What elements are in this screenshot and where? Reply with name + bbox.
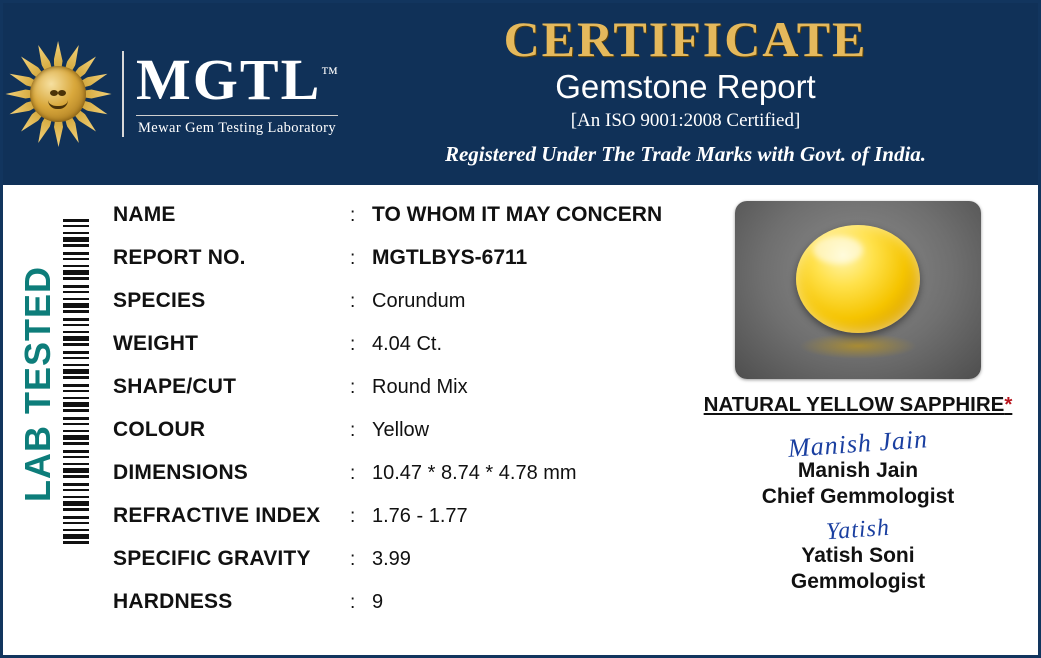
detail-colon: : xyxy=(350,463,356,484)
detail-label: NAME xyxy=(113,203,176,226)
certificate-body xyxy=(3,185,1038,655)
certificate-header xyxy=(3,3,1038,185)
certificate-title: CERTIFICATE xyxy=(503,11,868,67)
logo-block xyxy=(3,3,338,185)
detail-colon: : xyxy=(350,377,356,398)
detail-colon: : xyxy=(350,420,356,441)
barcode-icon xyxy=(63,219,89,545)
signature-block-1 xyxy=(698,424,1018,508)
detail-colon: : xyxy=(350,334,356,355)
detail-label: HARDNESS xyxy=(113,590,233,613)
brand-block xyxy=(122,47,338,137)
detail-label: SHAPE/CUT xyxy=(113,375,237,398)
detail-row xyxy=(113,332,673,375)
gem-caption-text: NATURAL YELLOW SAPPHIRE xyxy=(703,393,1005,416)
detail-colon: : xyxy=(350,248,356,269)
gem-icon xyxy=(796,225,920,333)
signature-icon: Manish Jain xyxy=(786,424,929,463)
signatory-name: Yatish Soni xyxy=(801,544,915,568)
sun-face-logo-icon xyxy=(6,42,110,146)
gemstone-photo xyxy=(735,201,981,379)
trademark-registration-note: Registered Under The Trade Marks with Govt. of India. xyxy=(444,141,927,166)
detail-colon: : xyxy=(350,506,356,527)
detail-label: COLOUR xyxy=(113,418,206,441)
detail-row xyxy=(113,289,673,332)
side-strip xyxy=(17,219,89,619)
detail-value: 9 xyxy=(372,591,384,613)
detail-row xyxy=(113,590,673,633)
detail-row xyxy=(113,547,673,590)
signatory-designation: Chief Gemmologist xyxy=(761,484,955,508)
detail-value: 1.76 - 1.77 xyxy=(372,505,468,527)
detail-row xyxy=(113,375,673,418)
detail-label: SPECIES xyxy=(113,289,206,312)
detail-colon: : xyxy=(350,592,356,613)
gem-reflection xyxy=(799,333,917,359)
detail-row xyxy=(113,461,673,504)
gem-photo-panel xyxy=(698,201,1018,593)
detail-label: WEIGHT xyxy=(113,332,199,355)
detail-colon: : xyxy=(350,291,356,312)
detail-label: SPECIFIC GRAVITY xyxy=(113,547,311,570)
iso-certification-note: [An ISO 9001:2008 Certified] xyxy=(570,109,801,131)
detail-row xyxy=(113,504,673,547)
brand-name-text: MGTL xyxy=(136,47,322,112)
detail-label: REPORT NO. xyxy=(113,246,246,269)
lab-tested-label: LAB TESTED xyxy=(17,266,58,503)
detail-value: 10.47 * 8.74 * 4.78 mm xyxy=(372,462,577,484)
gem-caption-asterisk: * xyxy=(1004,393,1013,416)
detail-label: DIMENSIONS xyxy=(113,461,249,484)
sun-face-icon xyxy=(30,66,86,122)
signatory-designation: Gemmologist xyxy=(790,569,926,593)
detail-value: 3.99 xyxy=(372,548,411,570)
detail-colon: : xyxy=(350,205,356,226)
detail-colon: : xyxy=(350,549,356,570)
detail-value: TO WHOM IT MAY CONCERN xyxy=(372,203,663,226)
signature-block-2 xyxy=(698,514,1018,593)
gem-caption xyxy=(698,393,1018,417)
header-text-block xyxy=(333,3,1038,185)
detail-label: REFRACTIVE INDEX xyxy=(113,504,321,527)
gem-details-list xyxy=(113,203,673,633)
certificate-subtitle: Gemstone Report xyxy=(555,67,816,105)
detail-row xyxy=(113,418,673,461)
detail-value: Round Mix xyxy=(372,376,468,398)
signature-icon: Yatish xyxy=(825,514,891,546)
signatory-name: Manish Jain xyxy=(797,459,919,482)
trademark-symbol: ™ xyxy=(321,63,338,83)
detail-row xyxy=(113,203,673,246)
brand-name xyxy=(136,47,338,112)
detail-row xyxy=(113,246,673,289)
detail-value: 4.04 Ct. xyxy=(372,333,443,355)
detail-value: Yellow xyxy=(372,419,430,441)
detail-value: Corundum xyxy=(372,290,466,312)
detail-value: MGTLBYS-6711 xyxy=(372,246,528,269)
brand-subtitle: Mewar Gem Testing Laboratory xyxy=(136,115,338,137)
